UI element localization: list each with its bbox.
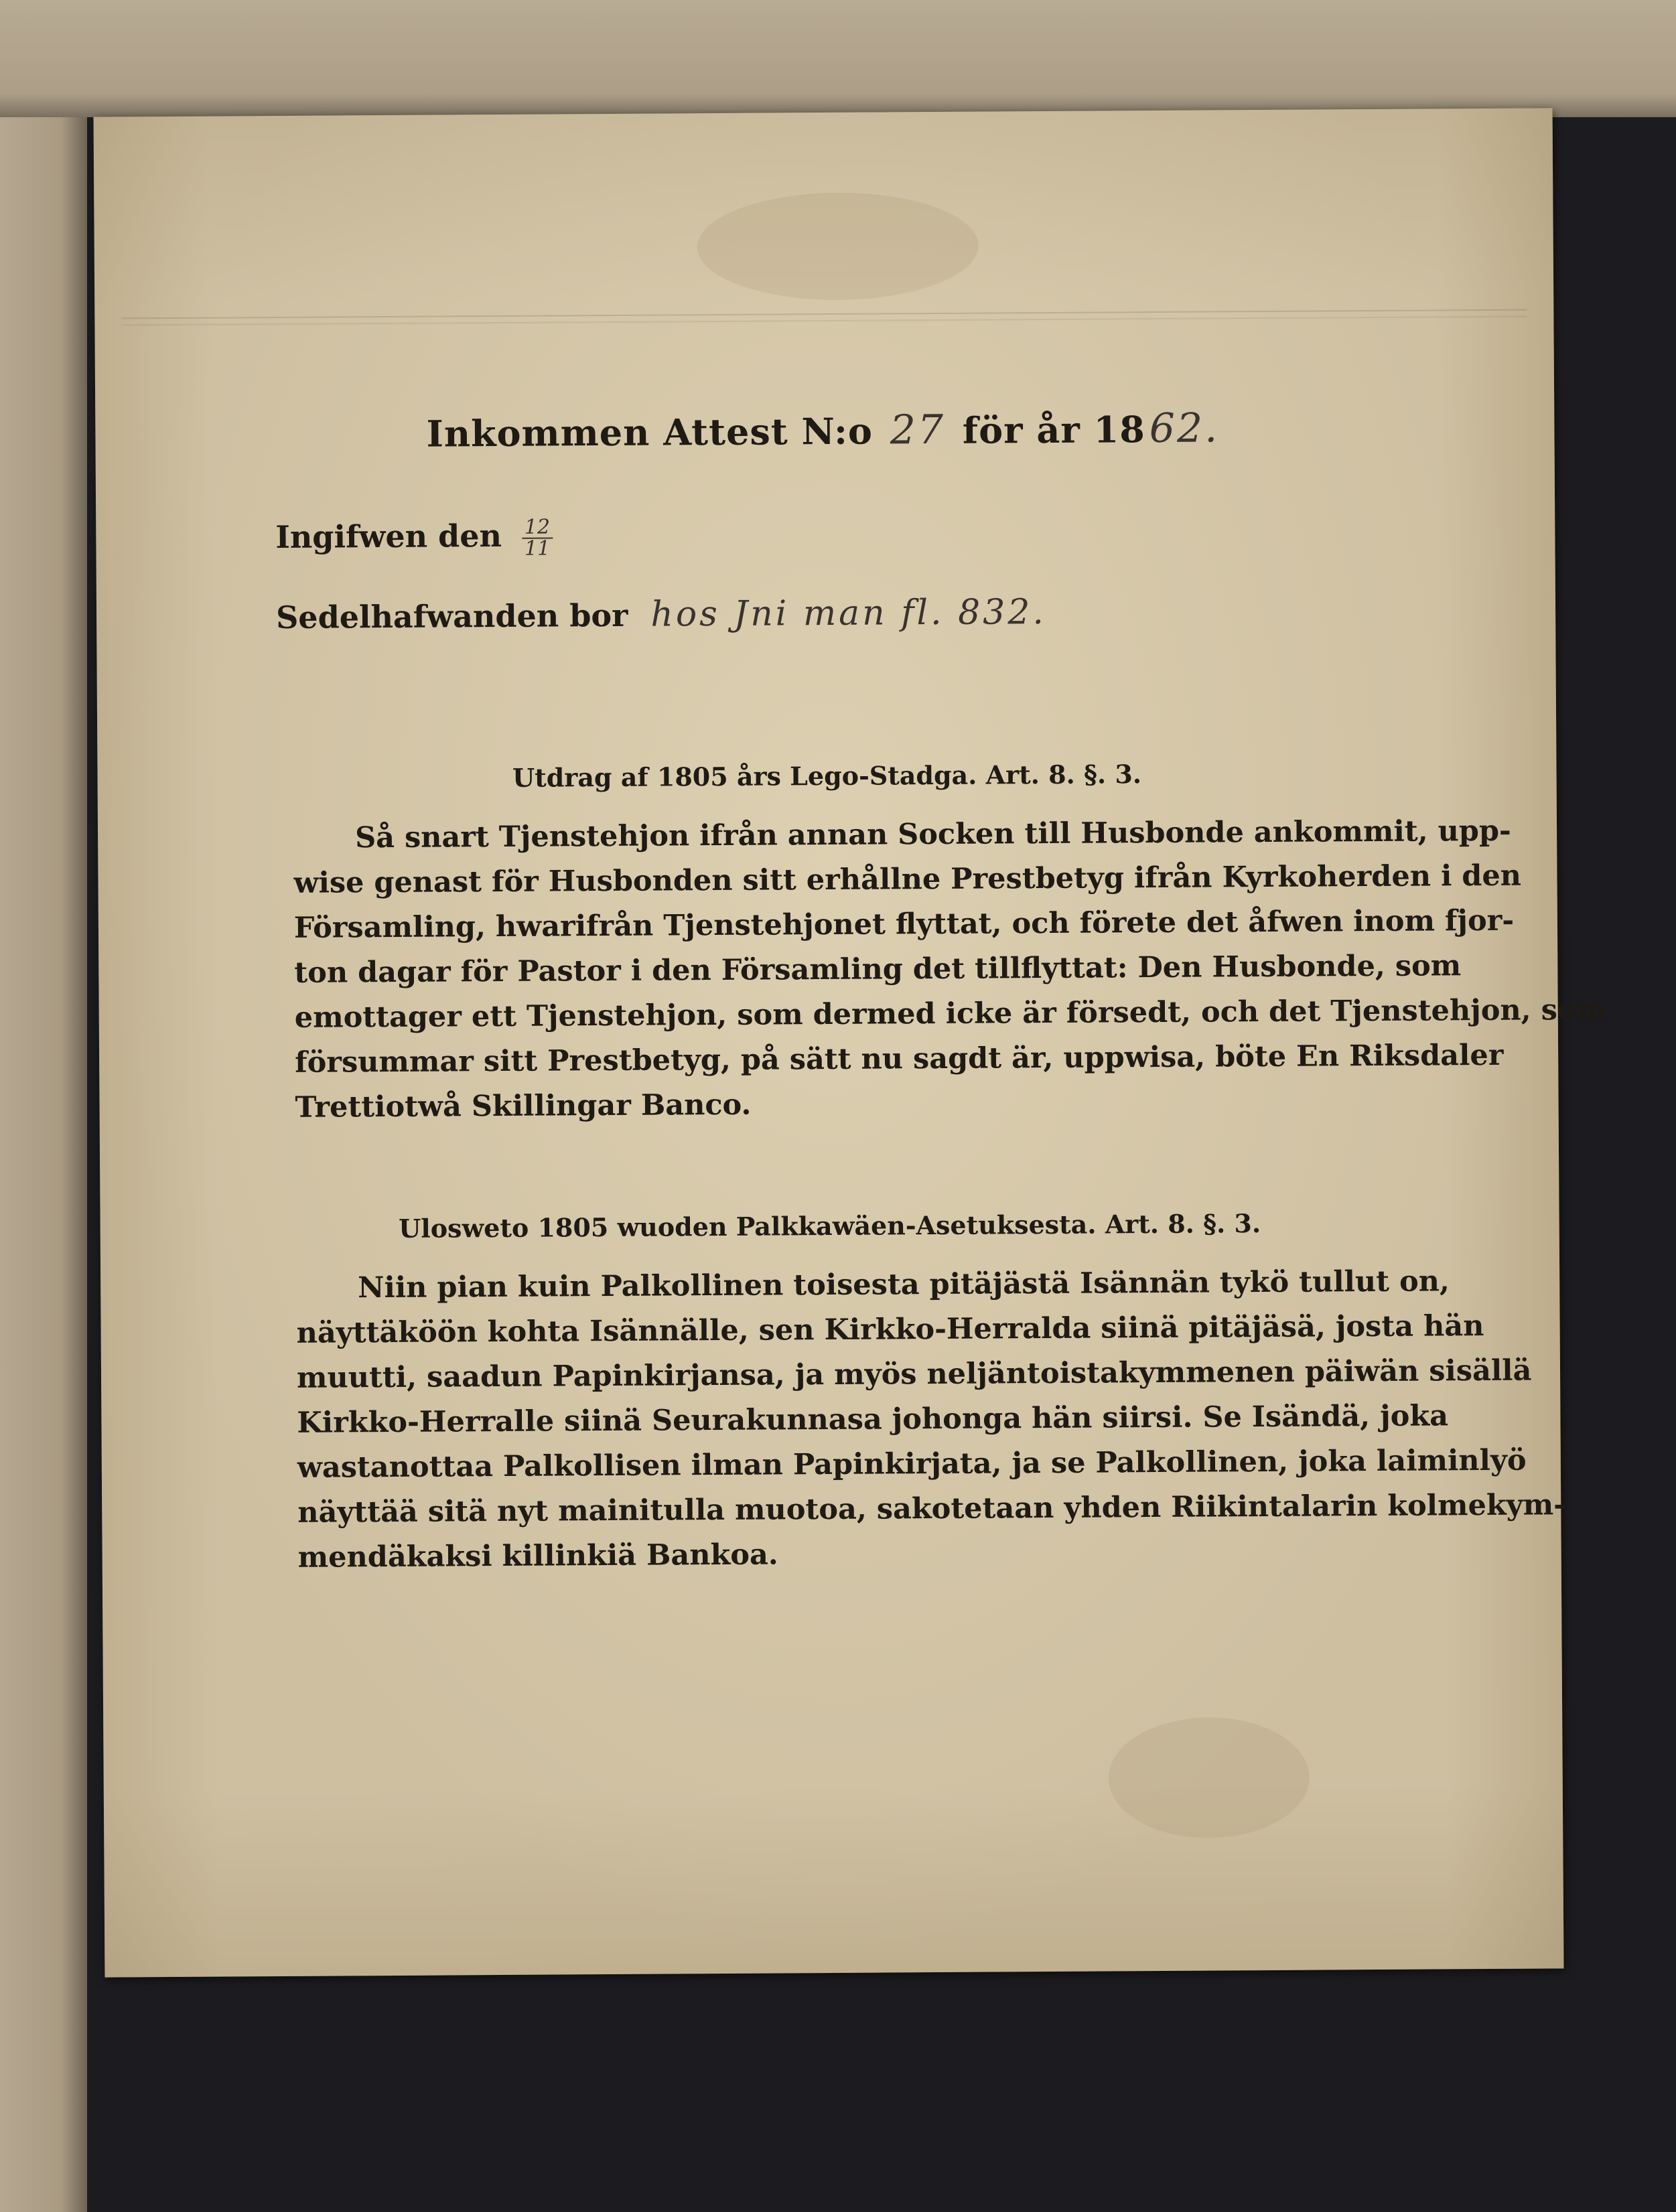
swedish-line: Så snart Tjenstehjon ifrån annan Socken till Husbonde ankommit, upp- <box>354 814 1511 855</box>
finnish-line: mendäkaksi killinkiä Bankoa. <box>297 1538 778 1574</box>
title-middle: för år 18 <box>962 408 1146 452</box>
finnish-heading: Ulosweto 1805 wuoden Palkkawäen-Asetuksesta. Art. 8. §. 3. <box>399 1208 1261 1244</box>
swedish-line: Trettiotwå Skillingar Banco. <box>295 1088 752 1124</box>
sedel-label: Sedelhafwanden bor <box>275 597 628 636</box>
finnish-line: Kirkko-Herralle siinä Seurakunnasa johonga hän siirsi. Se Isändä, joka <box>297 1399 1449 1440</box>
swedish-heading: Utdrag af 1805 års Lego-Stadga. Art. 8. §. 3. <box>512 759 1142 793</box>
finnish-line: näyttää sitä nyt mainitulla muotoa, sakotetaan yhden Riikintalarin kolmekym- <box>297 1488 1566 1530</box>
ingifwen-day: 12 <box>522 518 553 539</box>
attest-number-handwritten: 27 <box>890 406 946 454</box>
finnish-line: näyttäköön kohta Isännälle, sen Kirkko-Herralda siinä pitäjäsä, josta hän <box>296 1309 1484 1350</box>
swedish-line: Församling, hwarifrån Tjenstehjonet flyttat, och förete det åfwen inom fjor- <box>293 903 1515 945</box>
document-title <box>95 402 1554 458</box>
finnish-line: Niin pian kuin Palkollinen toisesta pitäjästä Isännän tykö tullut on, <box>358 1264 1450 1305</box>
finnish-line: muutti, saadun Papinkirjansa, ja myös neljäntoistakymmenen päiwän sisällä <box>296 1353 1532 1395</box>
swedish-line: ton dagar för Pastor i den Församling det tillflyttat: Den Husbonde, som <box>294 949 1462 990</box>
ingifwen-date-handwritten <box>522 515 553 561</box>
swedish-paragraph <box>293 810 1608 1130</box>
ingifwen-label: Ingifwen den <box>275 517 502 556</box>
finnish-paragraph <box>296 1260 1566 1580</box>
title-prefix: Inkommen Attest N:o <box>426 409 874 455</box>
sedelhafwanden-line <box>276 592 1046 637</box>
paper-stain <box>697 192 979 301</box>
paper-stain <box>1108 1717 1310 1839</box>
finnish-line: wastanottaa Palkollisen ilman Papinkirjata, ja se Palkollinen, joka laiminlyö <box>297 1443 1527 1485</box>
background-left-edge <box>0 0 87 2212</box>
sedel-value-handwritten: hos Jni man fl. 832. <box>650 592 1047 635</box>
swedish-line: emottager ett Tjenstehjon, som dermed icke är försedt, och det Tjenstehjon, som <box>294 992 1608 1035</box>
ingifwen-month: 11 <box>524 536 551 561</box>
swedish-line: wise genast för Husbonden sitt erhållne Prestbetyg ifrån Kyrkoherden i den <box>293 859 1522 900</box>
document-page <box>94 108 1608 1977</box>
year-suffix-handwritten: 62. <box>1149 404 1220 453</box>
ingifwen-line <box>275 515 553 561</box>
background-top-edge <box>0 0 1676 117</box>
swedish-line: försummar sitt Prestbetyg, på sätt nu sagdt är, uppwisa, böte En Riksdaler <box>295 1038 1504 1080</box>
